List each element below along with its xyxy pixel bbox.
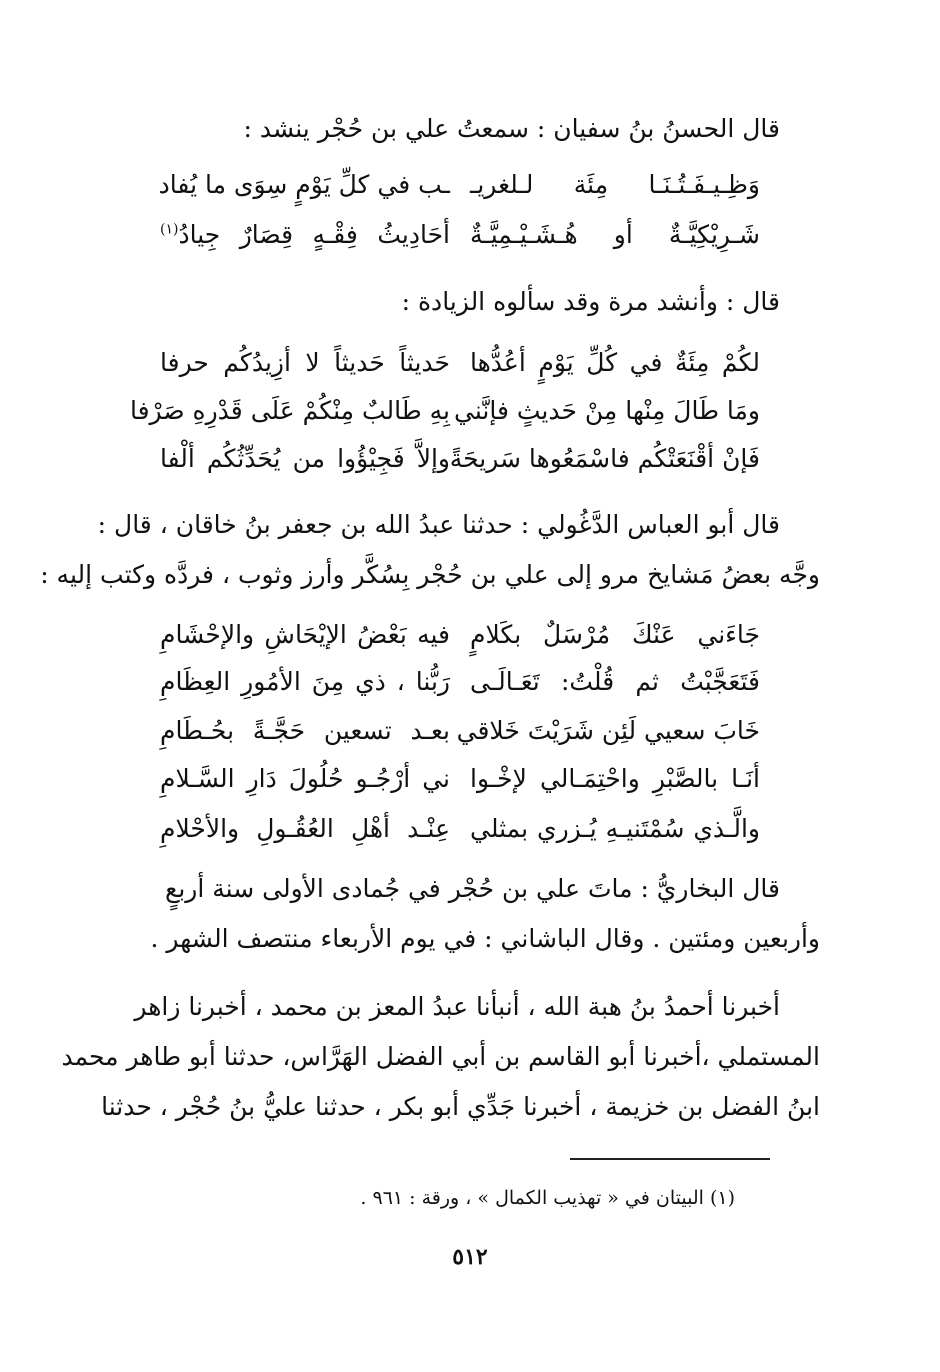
- verse-row: [160, 814, 790, 862]
- text-line: ابنُ الفضل بن خزيمة ، أخبرنا جَدِّي أبو بكر ، حدثنا عليُّ بنُ حُجْر ، حدثنا: [101, 1092, 820, 1121]
- verse-first-hemistich: شَـرِيْكِيَّـةٌ أو هُـشَـيْـمِيَّـةٌ: [470, 220, 760, 249]
- verse-first-hemistich: لكُمْ مِئَةٌ في كُلِّ يَوْمٍ أعُدُّها: [470, 348, 760, 377]
- verse-first-hemistich: فَإنْ أقْنَعَتْكُم فاسْمَعُوها سَريحَةً: [449, 444, 760, 473]
- verse-row: [160, 620, 790, 668]
- verse-first-hemistich: جَاءَني عَنْكَ مُرْسَلٌ بكَلامٍ: [470, 620, 760, 649]
- verse-row: [160, 444, 790, 492]
- text-line: قال : وأنشد مرة وقد سألوه الزيادة :: [401, 287, 780, 316]
- verse-text: أحَادِيثُ فِقْـهٍ قِصَارٌ جِيادُ: [178, 220, 450, 249]
- verse-second-hemistich: ـب في كلِّ يَوْمٍ سِوَى ما يُفاد: [158, 170, 450, 199]
- verse-row: [160, 170, 790, 218]
- verse-second-hemistich: رَبُّنا ، ذي مِنَ الأمُورِ العِظَامِ: [160, 667, 450, 696]
- verse-row: [160, 667, 790, 715]
- text-line: المستملي ،أخبرنا أبو القاسم بن أبي الفضل الهَرَّاس، حدثنا أبو طاهر محمد: [61, 1042, 820, 1071]
- verse-row: [160, 220, 790, 268]
- verse-row: [160, 348, 790, 396]
- verse-first-hemistich: خَابَ سعيي لَئِن شَرَيْتَ خَلاقي: [456, 716, 760, 745]
- verse-row: [160, 764, 790, 812]
- verse-first-hemistich: ومَا طَالَ مِنْها مِنْ حَديثٍ فإنَّني: [454, 396, 760, 425]
- verse-second-hemistich: بعـد تسعين حَجَّـةً بحُـطَامِ: [160, 716, 450, 745]
- verse-second-hemistich: عِنْـد أهْلِ العُقُـولِ والأحْلامِ: [160, 814, 450, 843]
- verse-second-hemistich: حَديثاً حَديثاً لا أزِيدُكُم حرفا: [160, 348, 450, 377]
- footnote-marker: (١): [160, 221, 179, 238]
- verse-second-hemistich: بِهِ طَالبٌ مِنْكُمْ عَلَى قَدْرِهِ صَرْفا: [129, 396, 450, 425]
- text-line: أخبرنا أحمدُ بنُ هبة الله ، أنبأنا عبدُ المعز بن محمد ، أخبرنا زاهر: [134, 992, 780, 1021]
- verse-first-hemistich: فَتَعَجَّبْتُ ثم قُلْتُ: تَعَـالَـى: [470, 667, 760, 696]
- verse-first-hemistich: وَظِـيـفَـتُـنَـا مِئَة لـلغريـ: [470, 170, 760, 199]
- verse-second-hemistich: فيه بَعْضُ الإيْحَاشِ والإحْشَامِ: [160, 620, 450, 649]
- text-line: قال الحسنُ بنُ سفيان : سمعتُ علي بن حُجْر ينشد :: [243, 114, 780, 143]
- verse-first-hemistich: أنَـا بالصَّبْرِ واحْتِمَـالي لإخْـوا: [470, 764, 760, 793]
- verse-first-hemistich: والَّـذي سُمْتَنيـهِ يُـزري بمثلي: [470, 814, 760, 843]
- text-line: وجَّه بعضُ مَشايخ مرو إلى علي بن حُجْر بِسُكَّر وأرز وثوب ، فردَّه وكتب إليه :: [40, 560, 820, 589]
- verse-second-hemistich: [160, 220, 450, 249]
- verse-second-hemistich: ني أرْجُـو حُلُولَ دَارِ السَّـلامِ: [160, 764, 450, 793]
- verse-row: [160, 716, 790, 764]
- page-number: ٥١٢: [452, 1244, 488, 1270]
- text-line: قال البخاريُّ : ماتَ علي بن حُجْر في جُمادى الأولى سنة أربعٍ: [165, 874, 780, 903]
- footnote: (١) البيتان في « تهذيب الكمال » ، ورقة : ٩٦١ .: [360, 1187, 735, 1209]
- text-line: قال أبو العباس الدَّغُولي : حدثنا عبدُ الله بن جعفر بنُ خاقان ، قال :: [97, 510, 780, 539]
- footnote-divider: [570, 1158, 770, 1160]
- verse-row: [129, 396, 790, 444]
- verse-second-hemistich: وإلاَّ فَجِيْؤُوا من يُحَدِّثُكُم ألْفا: [160, 444, 450, 473]
- text-line: وأربعين ومئتين . وقال الباشاني : في يوم الأربعاء منتصف الشهر .: [150, 924, 820, 953]
